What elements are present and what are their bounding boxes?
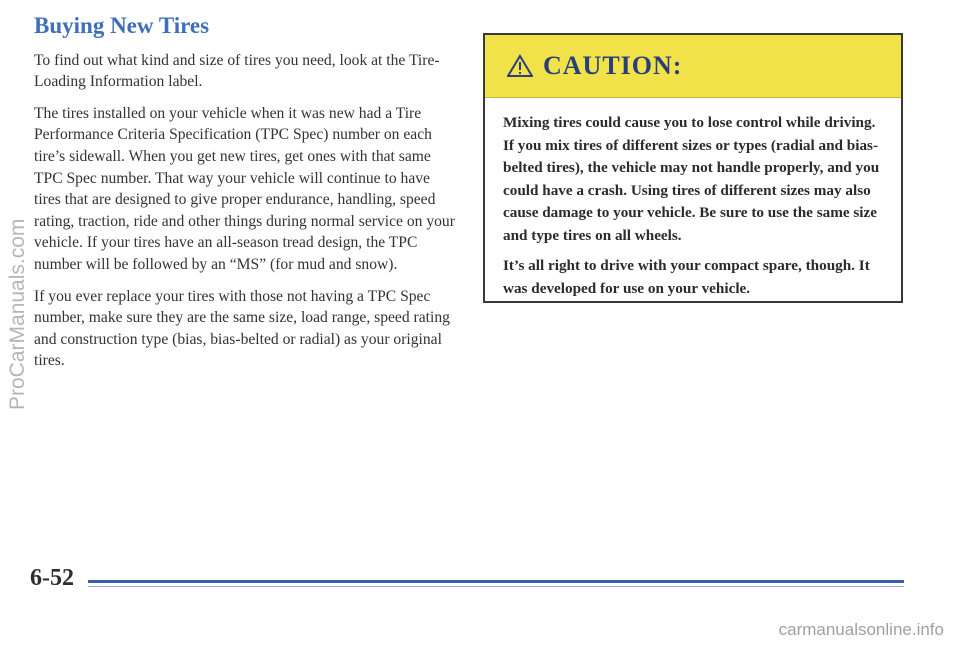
section-title: Buying New Tires (34, 13, 210, 38)
caution-box (483, 33, 903, 303)
page-number: 6-52 (30, 565, 74, 591)
caution-title: CAUTION: (543, 51, 683, 80)
tpc-spec-paragraph: The tires installed on your vehicle when it was new had a Tire Performance Criteria Specification (TPC Spec) number on each tire’s sidewall. When you get new tires, get ones with that same TPC Spec number. That way your vehicle will continue to have tires that are designed to give proper endurance, handling, speed rating, traction, ride and other things during normal service on your vehicle. If your tires have an all-season tread design, the TPC number will be followed by an “MS” (for mud and snow). (34, 104, 455, 273)
caution-header (485, 35, 901, 98)
warning-triangle-icon (507, 54, 533, 78)
replacement-paragraph: If you ever replace your tires with those not having a TPC Spec number, make sure they are the same size, load range, speed rating and construction type (bias, bias-belted or radial) as your original tires. (34, 287, 450, 370)
tire-buying-section (34, 12, 456, 382)
footer-watermark: carmanualsonline.info (778, 620, 944, 639)
footer-rule (88, 580, 904, 583)
caution-body (485, 98, 901, 300)
intro-paragraph: To find out what kind and size of tires you need, look at the Tire-Loading Information label. (34, 51, 440, 91)
caution-mixing-paragraph: Mixing tires could cause you to lose control while driving. If you mix tires of different sizes or types (radial and bias-belted tires), the vehicle may not handle properly, and you could have a crash. Using tires of different sizes may also cause damage to your vehicle. Be sure to use the same size and type tires on all wheels. (503, 114, 880, 244)
vertical-watermark: ProCarManuals.com (6, 218, 29, 410)
footer-rule-thin (88, 586, 904, 587)
caution-spare-paragraph: It’s all right to drive with your compact spare, though. It was developed for use on your vehicle. (503, 257, 870, 297)
